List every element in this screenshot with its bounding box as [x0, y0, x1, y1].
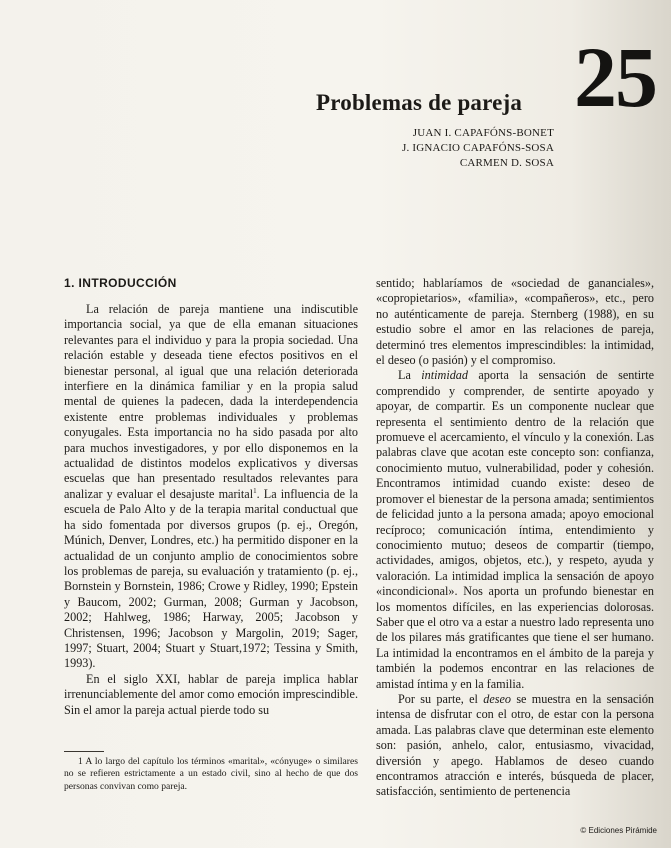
author-name: J. IGNACIO CAPAFÓNS-SOSA	[401, 142, 554, 154]
footnote-text: A lo largo del capítulo los términos «marital», «cónyuge» o similares no se refieren estrictamente a un estado civil, sino al hecho de que dos personas convivan como pareja.	[64, 756, 358, 792]
emphasis-term: deseo	[483, 691, 511, 706]
right-text-column	[376, 276, 654, 800]
author-name: JUAN I. CAPAFÓNS-BONET	[412, 127, 554, 139]
paragraph-text: aporta la sensación de sentirte comprendido y comprender, de sentirte apoyado y apoyar, de compartir. Es un componente nuclear que representa el sentimiento dentro de la relación que promueve el acercamiento, el vínculo y la conexión. Las palabras clave que acotan este concepto son: confianza, conocimiento mutuo, vulnerabilidad, poder y cohesión. Encontramos intimidad cuando existe: deseo de promover el bienestar de la persona amada; sentimientos de felicidad junto a la persona amada; apoyo emocional recíproco; comunicación íntima, entendimiento y conocimiento mutuo; deseos de compartir (tiempo, actividades, amigos, objetos, etc.), y respeto, ayuda y valoración. La intimidad implica la sensación de apoyo «incondicional». Nos aporta un profundo bienestar en los momentos difíciles, en las experiencias dolorosas. Saber que el otro va a estar a nuestro lado representa uno de los pilares más gratificantes que tiene el ser humano. La intimidad la encontramos en el ámbito de la pareja y también la podemos encontrar en las relaciones de amistad íntima y en la familia.	[376, 368, 654, 691]
paragraph-text: . La influencia de la escuela de Palo Alto y de la terapia marital conductual que ha sido fomentada por diversos grupos (p. ej., Oregón, Múnich, Denver, Londres, etc.) ha permitido disponer en la actualidad de un conjunto amplio de conocimientos sobre los problemas de pareja, su evaluación y tratamiento (p. ej., Bornstein y Bornstein, 1986; Crowe y Ridley, 1990; Epstein y Baucom, 2002; Gurman, 2008; Gurman y Jacobson, 2002; Hahlweg, 1986; Harway, 2005; Jacobson y Christensen, 1996; Jacobson y Margolin, 2019; Sager, 1997; Stuart, 2004; Stuart y Stuart,1972; Tessina y Smith, 1993).	[64, 486, 358, 671]
paragraph-text: La relación de pareja mantiene una indiscutible importancia social, ya que de ella emanan situaciones relevantes para el individuo y para la propia sociedad. Una relación estable y deseada tiene efectos positivos en el bienestar personal, al igual que una relación deteriorada interfiere en la dinámica familiar y en la propia salud mental de quienes la padecen, dada la interdependencia existente entre problemas individuales y problemas conyugales. Esta importancia no ha sido pasada por alto para muchos investigadores, y por ello disponemos en la actualidad de distintos modelos explicativos y diversas escuelas que han presentado resultados relevantes para analizar y evaluar el desajuste marital	[64, 302, 358, 501]
paragraph-text: En el siglo XXI, hablar de pareja implica hablar irrenunciablemente del amor como emoción imprescindible. Sin el amor la pareja actual pierde todo su	[64, 671, 358, 717]
section-heading: 1. INTRODUCCIÓN	[64, 276, 177, 290]
paragraph	[64, 302, 358, 672]
footnote-number: 1	[78, 756, 83, 767]
emphasis-term: intimidad	[421, 368, 468, 383]
footnote-marker: 1	[253, 486, 257, 495]
paragraph-text: Por su parte, el	[398, 691, 484, 706]
paragraph	[376, 276, 654, 368]
publisher-credit: © Ediciones Pirámide	[580, 826, 657, 835]
paragraph	[376, 368, 654, 692]
paragraph	[376, 692, 654, 800]
paragraph-text: se muestra en la sensación intensa de disfrutar con el otro, de estar con la persona amada. Las palabras clave que determinan este elemento son: pasión, anhelo, calor, entusiasmo, vivacidad, diversión y apego. Hablamos de deseo cuando encontramos atracción e interés, búsqueda de placer, satisfacción, sentimiento de pertenencia	[376, 691, 655, 799]
author-list	[402, 126, 554, 171]
left-text-column	[64, 302, 358, 718]
chapter-title: Problemas de pareja	[316, 90, 523, 115]
footnote-divider	[64, 751, 104, 752]
paragraph-text: sentido; hablaríamos de «sociedad de gananciales», «copropietarios», «familia», «compañeros», etc., pero no auténticamente de pareja. Sternberg (1988), en su estudio sobre el amor en las relaciones de pareja, determinó tres elementos imprescindibles: la intimidad, el deseo (o pasión) y el compromiso.	[376, 276, 654, 368]
chapter-number: 25	[574, 29, 656, 125]
author-name: CARMEN D. SOSA	[459, 157, 554, 169]
footnote	[64, 756, 358, 793]
paragraph	[64, 672, 358, 718]
paragraph-text: La	[398, 368, 422, 383]
